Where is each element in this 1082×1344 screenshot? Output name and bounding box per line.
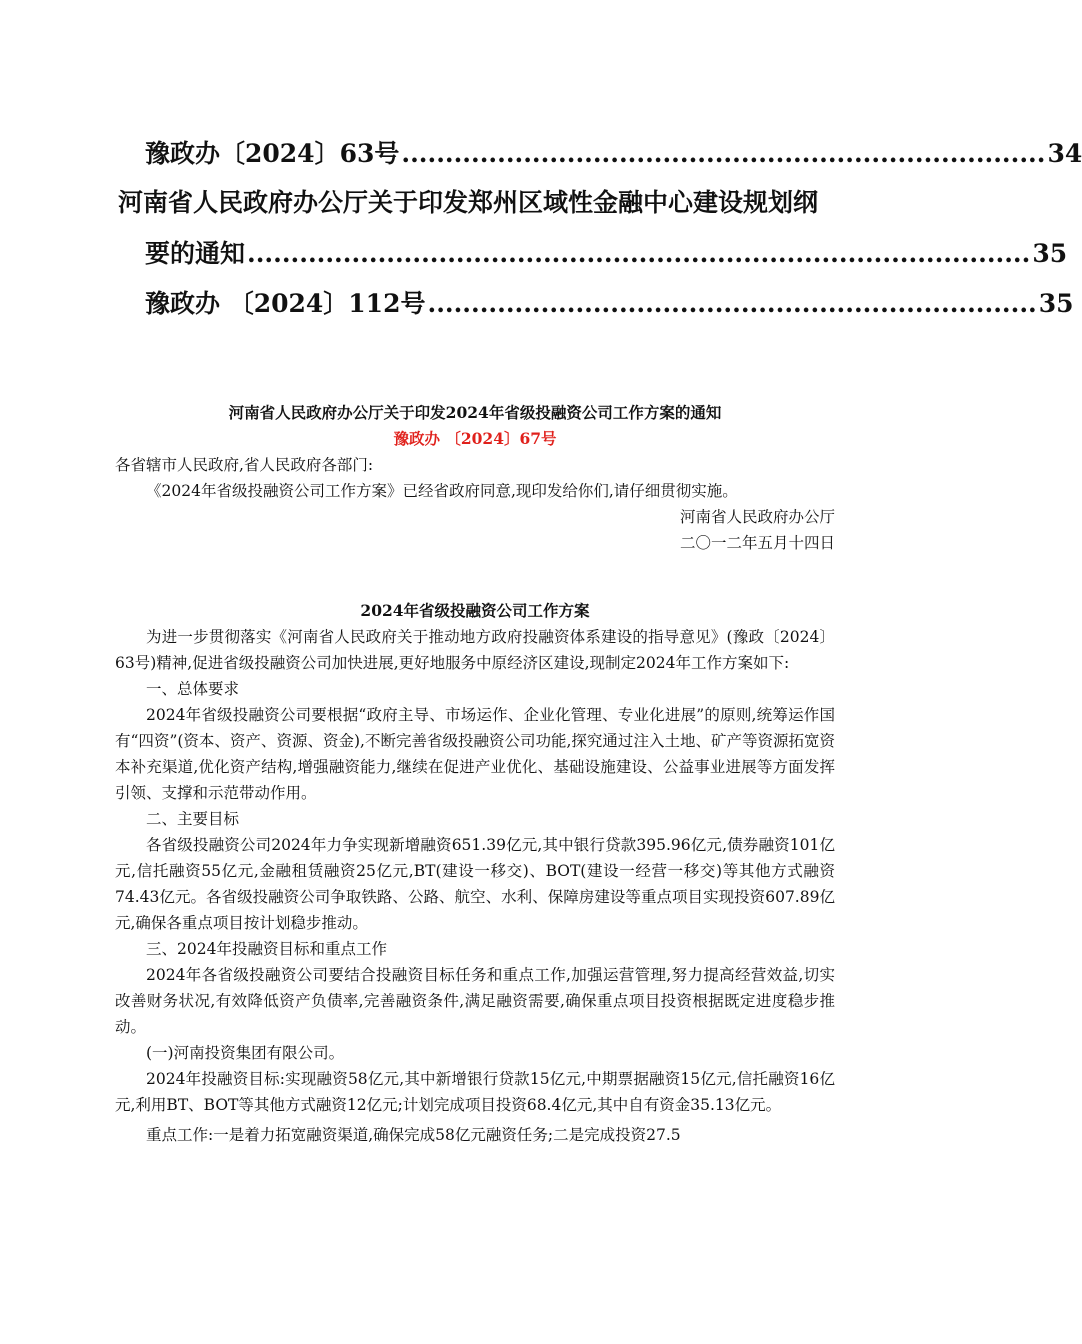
toc-leader-dots: ..........................................................................................: [247, 239, 1031, 268]
section-1-heading: 一、总体要求: [146, 680, 240, 698]
section-2-heading: 二、主要目标: [146, 810, 240, 828]
notice-title: 河南省人民政府办公厅关于印发2024年省级投融资公司工作方案的通知: [228, 403, 722, 422]
notice-body: 《2024年省级投融资公司工作方案》已经省政府同意,现印发给你们,请仔细贯彻实施。: [146, 482, 738, 500]
toc-leader-dots: ..........................................................................: [401, 139, 1046, 168]
section-3-heading: 三、2024年投融资目标和重点工作: [146, 940, 387, 958]
notice-salutation: 各省辖市人民政府,省人民政府各部门:: [115, 456, 374, 474]
toc-page-number: 34: [1047, 139, 1082, 168]
section-3-body: 2024年各省级投融资公司要结合投融资目标任务和重点工作,加强运营管理,努力提高经营效益,切实改善财务状况,有效降低资产负债率,完善融资条件,满足融资需要,确保重点项目投资根据既定进度稳步推动。: [115, 966, 835, 1036]
toc-entry-label: 要的通知: [145, 239, 246, 268]
toc-page-number: 35: [1038, 289, 1074, 318]
toc-entry-1[interactable]: [145, 134, 1082, 168]
toc-entry-label: 豫政办 〔2024〕112号: [145, 289, 426, 318]
plan-title: 2024年省级投融资公司工作方案: [360, 601, 590, 620]
toc-entry-2-title[interactable]: 河南省人民政府办公厅关于印发郑州区域性金融中心建设规划纲: [118, 188, 819, 217]
notice-doc-number: 豫政办 〔2024〕67号: [393, 429, 557, 448]
plan-intro: 为进一步贯彻落实《河南省人民政府关于推动地方政府投融资体系建设的指导意见》(豫政〔2024〕63号)精神,促进省级投融资公司加快进展,更好地服务中原经济区建设,现制定2024年工作方案如下:: [115, 628, 835, 672]
subsection-1-target: 2024年投融资目标:实现融资58亿元,其中新增银行贷款15亿元,中期票据融资15亿元,信托融资16亿元,利用BT、BOT等其他方式融资12亿元;计划完成项目投资68.4亿元,其中自有资金35.13亿元。: [115, 1070, 835, 1114]
plan-block: [115, 598, 835, 1148]
toc-entry-2[interactable]: [145, 234, 1068, 268]
notice-issuer: 河南省人民政府办公厅: [679, 508, 835, 526]
section-2-body: 各省级投融资公司2024年力争实现新增融资651.39亿元,其中银行贷款395.96亿元,债券融资101亿元,信托融资55亿元,金融租赁融资25亿元,BT(建设一移交)、BOT(建设一经营一移交)等其他方式融资74.43亿元。各省级投融资公司争取铁路、公路、航空、水利、保障房建设等重点项目实现投资607.89亿元,确保各重点项目按计划稳步推动。: [115, 836, 835, 932]
section-1-body: 2024年省级投融资公司要根据“政府主导、市场运作、企业化管理、专业化进展”的原则,统筹运作国有“四资”(资本、资产、资源、资金),不断完善省级投融资公司功能,探究通过注入土地、矿产等资源拓宽资本补充渠道,优化资产结构,增强融资能力,继续在促进产业优化、基础设施建设、公益事业进展等方面发挥引领、支撑和示范带动作用。: [115, 706, 835, 802]
toc-entry-label: 豫政办〔2024〕63号: [145, 139, 400, 168]
toc-leader-dots: ......................................................................: [427, 289, 1037, 318]
notice-date: 二〇一二年五月十四日: [679, 534, 835, 552]
subsection-1-heading: (一)河南投资集团有限公司。: [146, 1044, 345, 1062]
toc-page-number: 35: [1032, 239, 1068, 268]
subsection-1-key-work: 重点工作:一是着力拓宽融资渠道,确保完成58亿元融资任务;二是完成投资27.5: [146, 1126, 681, 1144]
toc-entry-3[interactable]: [145, 284, 1074, 318]
notice-block: [115, 400, 835, 556]
